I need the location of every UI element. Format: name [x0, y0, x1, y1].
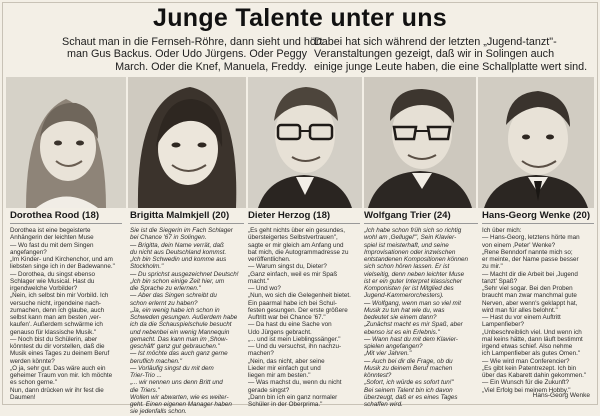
body-line: könntest du dir vorstellen, daß die: [10, 343, 105, 350]
body-line: — Ein Wunsch für die Zukunft?: [482, 379, 570, 387]
body-line: „Sehr viel sogar. Bei den Proben: [482, 285, 573, 292]
column-name: Brigitta Malmkjell (20): [130, 210, 244, 224]
body-line: geschäft' ganz gut gebrauchen.": [130, 343, 220, 350]
body-line: irgend etwas schief. Also nehme: [482, 343, 573, 350]
body-line: — Dorothea, du singst ebenso: [10, 270, 96, 278]
body-line: „Nein, das nicht, aber seine: [248, 357, 325, 365]
body-line: ich Lampenfieber als gutes Omen.": [482, 350, 581, 358]
body-line: Schlager wie Musical. Hast du: [10, 277, 95, 285]
intro-right-line: einige junge Leute haben, die eine Schallplatte wert sind.: [314, 60, 588, 73]
body-line: — Aber das Singen schreibt du: [130, 292, 217, 300]
body-line: Auftritt war bei Chance '67.": [248, 314, 326, 321]
body-line: zumachen, denn ich glaube, auch: [10, 306, 105, 314]
portrait-dorothea-photo: [6, 77, 126, 208]
body-line: geheimer Traum von mir. Ich möchte: [10, 372, 113, 379]
body-line: Nerven, aber wenn's geklappt hat,: [482, 299, 578, 307]
body-line: ist er ein guter Interpret klassischer: [364, 277, 462, 285]
column-dorothea: [10, 210, 122, 401]
body-line: über das Kabarett dahin gekommen.": [482, 372, 587, 379]
column-body: [364, 227, 478, 408]
body-line: Daumen!: [10, 393, 36, 401]
body-line: Sie ist die Siegerin im Fach Schlager: [130, 227, 233, 234]
body-line: „Es geht nichts über ein gesundes,: [248, 227, 345, 234]
portrait-hans-georg-icon: [478, 77, 594, 208]
intro-left-line: March. Oder die Knef, Manuela, Freddy.: [115, 60, 307, 73]
body-line: braucht man zwar manchmal gute: [482, 292, 577, 300]
portrait-brigitta-icon: [128, 77, 246, 208]
body-line: Anhängerin der leichten Muse: [10, 234, 94, 242]
body-line: festen gesungen. Der erste größere: [248, 306, 348, 314]
body-line: angefangen?: [10, 248, 47, 256]
body-line: selbst kann man am besten ‚ver-: [10, 314, 101, 321]
body-line: veröffentlichen.: [248, 256, 291, 263]
body-line: die Triers.": [130, 386, 160, 394]
body-line: schaffen wird.: [364, 401, 403, 408]
body-line: „O ja, sehr gut. Das wäre auch ein: [10, 364, 106, 372]
body-line: Musik zu deinem Beruf machen: [364, 364, 453, 372]
body-line: kaufen'. Außerdem schwärme ich: [10, 321, 103, 329]
body-line: sie jedenfalls schon.: [130, 408, 187, 416]
body-line: gerade singst?: [248, 386, 290, 394]
headline: Junge Talente unter uns: [153, 4, 447, 32]
body-line: „Nun, wo sich die Gelegenheit bietet.: [248, 292, 351, 300]
body-line: „Nein, ich selbst bin mir Vorbild. Ich: [10, 292, 109, 300]
body-line: überzeugt, daß er es eines Tages: [364, 393, 458, 401]
body-line: genauso für klassische Musik.": [10, 328, 97, 336]
body-line: geht. Einen eigenen Manager haben: [130, 401, 232, 408]
column-name: Wolfgang Trier (24): [364, 210, 478, 224]
column-hans-georg: [482, 210, 594, 394]
body-line: Schweden gesungen. Außerdem habe: [130, 314, 238, 321]
body-line: „Rene Benndorf nannte mich so;: [482, 248, 573, 256]
body-line: — Da hast du eine Sache von: [248, 321, 332, 329]
body-line: ebenso ist es ein Erlebnis.": [364, 328, 440, 336]
column-body: [482, 227, 594, 394]
photo-strip: [6, 77, 594, 208]
intro-left-line: Schaut man in die Fernseh-Röhre, dann sieht und hört: [62, 36, 323, 48]
body-line: — Wann hast du mit dem Klavier-: [364, 335, 458, 343]
body-line: — Hans-Georg, letztens hörte man: [482, 234, 580, 242]
signature: Hans-Georg Wenke: [532, 392, 590, 399]
body-line: „Sofort, ich würde es sofort tun!": [364, 379, 454, 387]
body-line: — Auch bei dir die Frage, ob du: [364, 357, 453, 365]
body-line: — Warum singst du, Dieter?: [248, 263, 327, 271]
body-line: wohl am ‚Gellugel'", Sein Klavier-: [364, 234, 457, 242]
portrait-dieter-photo: [248, 77, 362, 208]
body-line: Schüler in der Oberprima.": [248, 401, 323, 408]
column-name: Hans-Georg Wenke (20): [482, 210, 594, 224]
body-line: er meinte, der Name passe besser: [482, 256, 579, 263]
body-line: Nun, dann drücken wir ihr fest die: [10, 386, 104, 394]
body-line: „Mit vier Jahren.": [364, 350, 412, 358]
body-line: Bei seinem Talent bin ich davon: [364, 386, 453, 394]
intro-right-line: Dabei hat sich während der letzten „Jugend-tanzt"-: [314, 36, 557, 48]
body-line: Lampenfieber?: [482, 321, 525, 329]
portrait-hans-georg-photo: [478, 77, 594, 208]
body-line: schon erlernt zu haben?: [130, 299, 198, 307]
body-line: versuche nicht, irgendeine nach-: [10, 299, 102, 307]
body-line: Ich über mich:: [482, 227, 522, 234]
body-line: spiel ist meisterhaft, und seine: [364, 241, 449, 249]
body-line: Lieder mir einfach gut und: [248, 364, 321, 372]
column-wolfgang: [364, 210, 478, 408]
body-line: „Es gibt kein Patentrezept. Ich bin: [482, 364, 577, 372]
body-line: bedeutet sie einem dann?: [364, 314, 437, 321]
body-line: — Ist möchte das auch ganz gerne: [130, 350, 228, 358]
body-line: macht.": [248, 277, 270, 285]
column-body: [130, 227, 244, 416]
body-line: Jugend-Kammerorchesters).: [364, 292, 444, 300]
body-line: Stockholm.": [130, 263, 164, 271]
column-name: Dieter Herzog (18): [248, 210, 360, 224]
body-line: könntest?: [364, 372, 392, 379]
body-line: irgendwelche Vorbilder?: [10, 285, 78, 292]
body-line: sich schon hören lassen. Er ist: [364, 263, 450, 271]
body-line: Trier-Trio ...: [130, 372, 162, 379]
body-line: und nebenbei ein wenig Mannequin: [130, 328, 230, 336]
body-line: ich da die Schauspielschule besucht: [130, 321, 232, 329]
body-line: gemacht. Das kann man im ‚Show-: [130, 335, 228, 343]
body-line: — Und wo?: [248, 285, 281, 292]
column-dieter: [248, 210, 360, 408]
body-line: übersteigertes Selbstvertrauen",: [248, 234, 338, 242]
body-line: „... wir nennen uns denn Britt und: [130, 379, 223, 387]
body-line: — Brigitta, dein Name verrät, daß: [130, 241, 224, 249]
body-line: Musik eines Tages zu deinem Beruf: [10, 350, 110, 358]
body-line: bei Chance '67 in Solingen.: [130, 234, 207, 242]
body-line: Komponisten (er ist Mitglied des: [364, 285, 454, 292]
body-line: liegen mir am besten.": [248, 372, 311, 379]
body-line: „Ja, ein wenig habe ich schon in: [130, 306, 220, 314]
body-line: vielseitig, denn neben leichter Muse: [364, 270, 465, 278]
body-line: — Wo fast du mit dem Singen: [10, 241, 94, 249]
body-line: „... und ist mein Lieblingssänger.": [248, 335, 341, 343]
body-line: — Und du versuchst, ihn nachzu-: [248, 343, 342, 350]
body-line: „Unbeschreiblich viel. Und wenn ich: [482, 328, 582, 336]
body-line: „Ich bin schon einige Zeit hier, um: [130, 277, 225, 285]
body-line: du nicht aus Deutschland kommst.: [130, 248, 227, 256]
body-line: mal keins hätte, dann läuft bestimmt: [482, 335, 583, 343]
body-line: — Wie wird man Conferencier?: [482, 357, 570, 365]
body-line: Musik zu tun hat wie du, was: [364, 306, 445, 314]
body-line: „Zunächst macht es mir Spaß, aber: [364, 321, 463, 329]
body-line: Wollen wir abwarten, wie es weiter-: [130, 393, 229, 401]
body-line: „Dann bin ich ein ganz normaler: [248, 393, 338, 401]
body-line: — Hast du vor einem Auftritt: [482, 314, 561, 321]
intro-right-line: Veranstaltungen gezeigt, daß wir in Solingen auch: [314, 48, 555, 61]
body-line: sagte er mir gleich am Anfang und: [248, 241, 344, 249]
body-line: — Du sprichst ausgezeichnet Deutsch!: [130, 270, 239, 278]
body-line: beruflich machen.": [130, 357, 182, 365]
body-line: — Was machst du, wenn du nicht: [248, 379, 342, 387]
body-line: „Ich bin Schwedin und komme aus: [130, 256, 227, 263]
body-line: — Noch bist du Schülerin, aber: [10, 335, 98, 343]
body-line: Ein paarmal habe ich bei Schul-: [248, 299, 337, 307]
body-line: tanzt' Spaß?: [482, 277, 518, 285]
column-brigitta: [130, 210, 244, 416]
body-line: Improvisationen oder inzwischen: [364, 248, 456, 256]
column-body: [248, 227, 360, 408]
body-line: Udo Jürgens gebracht.: [248, 328, 312, 336]
portrait-wolfgang-photo: [364, 77, 476, 208]
body-line: bat mich, die Autogrammadresse zu: [248, 248, 349, 256]
portrait-wolfgang-icon: [364, 77, 476, 208]
portrait-dorothea-icon: [6, 77, 126, 208]
body-line: die Sprache zu erlernen.": [130, 285, 201, 292]
column-name: Dorothea Rood (18): [10, 210, 122, 224]
column-body: [10, 227, 122, 401]
body-line: zu mir.": [482, 263, 503, 271]
body-line: — Vorläufig singst du mit dem: [130, 364, 214, 372]
body-line: „Viel Erfolg bei meinem Hobby.": [482, 386, 571, 394]
body-line: — Macht dir die Arbeit bei ‚Jugend: [482, 270, 578, 278]
body-line: „Im Kinder- und Kirchenchor, und am: [10, 256, 113, 263]
intro-right: [314, 36, 588, 73]
portrait-dieter-icon: [248, 77, 362, 208]
body-line: „Ich habe schon früh sich so richtig: [364, 227, 462, 234]
body-line: liebsten singe ich in der Badewanne.": [10, 263, 115, 271]
body-line: — Wolfgang, wenn man so viel mit: [364, 299, 461, 307]
body-line: spielen angefangen?: [364, 343, 423, 350]
intro-left-line: man Gus Backus. Oder Udo Jürgens. Oder Peggy: [66, 48, 307, 61]
body-line: Dorothea ist eine begeisterte: [10, 227, 91, 234]
portrait-brigitta-photo: [128, 77, 246, 208]
body-line: wird man für alles belohnt.": [482, 306, 558, 314]
body-line: „Ganz einfach, weil es mir Spaß: [248, 270, 338, 278]
body-line: entstandenen Kompositionen können: [364, 256, 468, 263]
body-line: werden könnte?: [10, 357, 55, 365]
body-line: machen?: [248, 350, 274, 358]
body-line: es schon gerne.": [10, 379, 58, 387]
body-line: von einem ‚Peter' Wenke?: [482, 241, 556, 249]
intro-left: [62, 36, 323, 73]
